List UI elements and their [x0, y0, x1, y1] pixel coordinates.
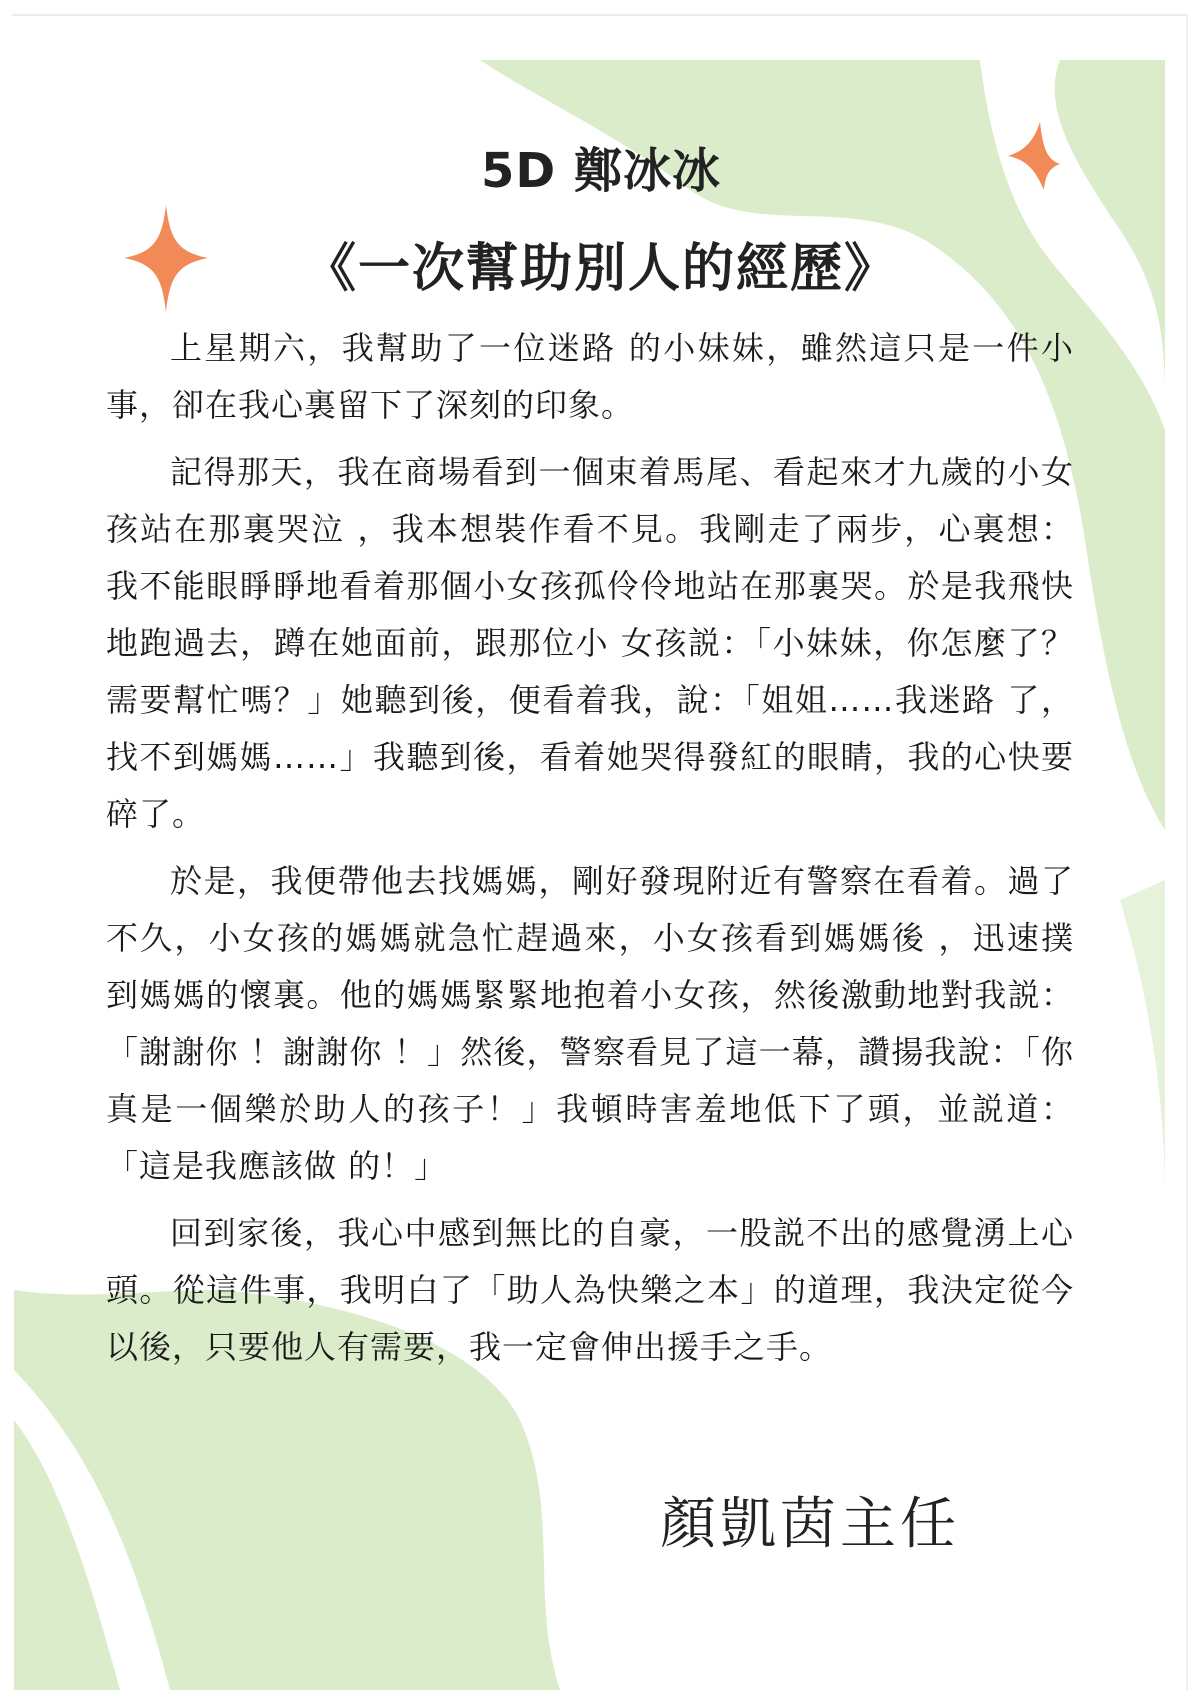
author-line: 5D 鄭冰冰	[481, 143, 721, 199]
paragraph-3: 於是，我便帶他去找媽媽，剛好發現附近有警察在看着。過了不久，小女孩的媽媽就急忙趕過來，小女孩看到媽媽後 ，迅速撲到媽媽的懷裏。他的媽媽緊緊地抱着小女孩，然後激動地對我説：「謝謝你 ！謝謝你 ！」然後，警察看見了這一幕，讚揚我說：「你真是一個樂於助人的孩子！」我頓時害羞地低下了頭，並説道：「這是我應該做 的！」	[106, 862, 1074, 1185]
paragraph-4: 回到家後，我心中感到無比的自豪，一股説不出的感覺湧上心頭。從這件事，我明白了「助人為快樂之本」的道理，我決定從今以後，只要他人有需要，我一定會伸出援手之手。	[106, 1214, 1074, 1366]
essay-body	[106, 320, 1074, 1386]
paragraph-1: 上星期六，我幫助了一位迷路 的小妹妹，雖然這只是一件小事，卻在我心裏留下了深刻的印象。	[106, 329, 1074, 424]
paragraph-2: 記得那天，我在商場看到一個束着馬尾、看起來才九歲的小女孩站在那裏哭泣 ，我本想裝作看不見。我剛走了兩步，心裏想：我不能眼睜睜地看着那個小女孩孤伶伶地站在那裏哭。於是我飛快地跑過去，蹲在她面前，跟那位小 女孩説：「小妹妹，你怎麼了？需要幫忙嗎？」她聽到後，便看着我，說：「姐姐……我迷路 了，找不到媽媽……」我聽到後，看着她哭得發紅的眼睛，我的心快要碎了。	[106, 453, 1074, 833]
essay-title: 《一次幫助別人的經歷》	[303, 239, 898, 299]
signature: 顏凱茵主任	[660, 1492, 960, 1557]
